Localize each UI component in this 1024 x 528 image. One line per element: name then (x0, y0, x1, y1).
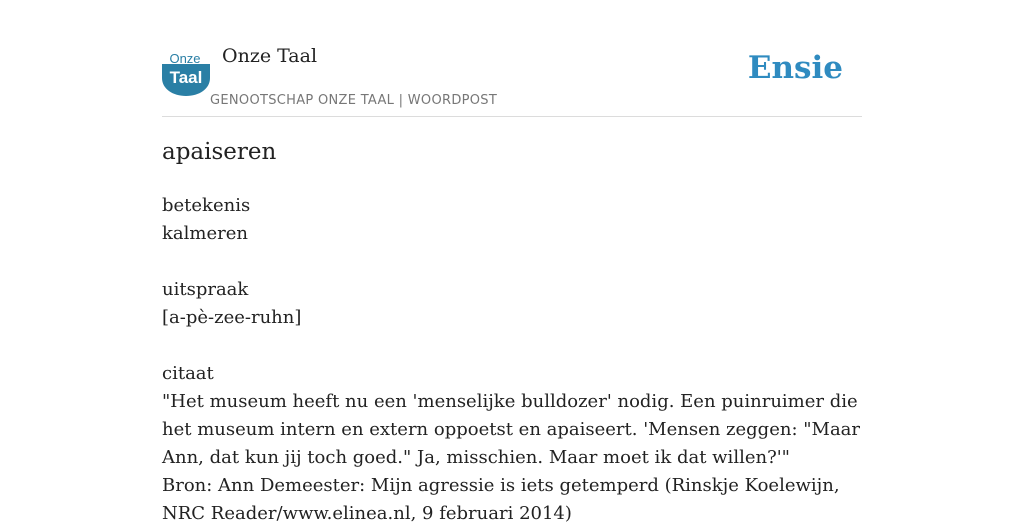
meaning-value: kalmeren (162, 223, 248, 244)
quote-source: Bron: Ann Demeester: Mijn agressie is iets getemperd (Rinskje Koelewijn, NRC Reader/www.elinea.nl, 9 februari 2014) (162, 475, 840, 524)
ensie-brand-logo[interactable]: Ensie (747, 50, 843, 86)
quote-label: citaat (162, 363, 214, 384)
onze-taal-logo (162, 52, 210, 96)
entry-title: apaiseren (162, 139, 277, 165)
quote-text: "Het museum heeft nu een 'menselijke bulldozer' nodig. Een puinruimer die het museum intern en extern oppoetst en apaiseert. 'Mensen zeggen: "Maar Ann, dat kun jij toch goed." Ja, misschien. Maar moet ik dat willen?'" (162, 391, 861, 468)
entry-header (162, 0, 862, 117)
entry-body (162, 192, 862, 528)
entry-card (162, 0, 862, 524)
section-gap (162, 332, 862, 360)
section-gap (162, 248, 862, 276)
svg-text:Onze: Onze (169, 51, 201, 66)
pronunciation-value: [a-pè-zee-ruhn] (162, 307, 302, 328)
source-name[interactable]: Onze Taal (222, 45, 318, 67)
svg-text:Taal: Taal (169, 68, 203, 87)
meaning-label: betekenis (162, 195, 251, 216)
source-subtitle: GENOOTSCHAP ONZE TAAL | WOORDPOST (210, 93, 498, 108)
pronunciation-label: uitspraak (162, 279, 249, 300)
